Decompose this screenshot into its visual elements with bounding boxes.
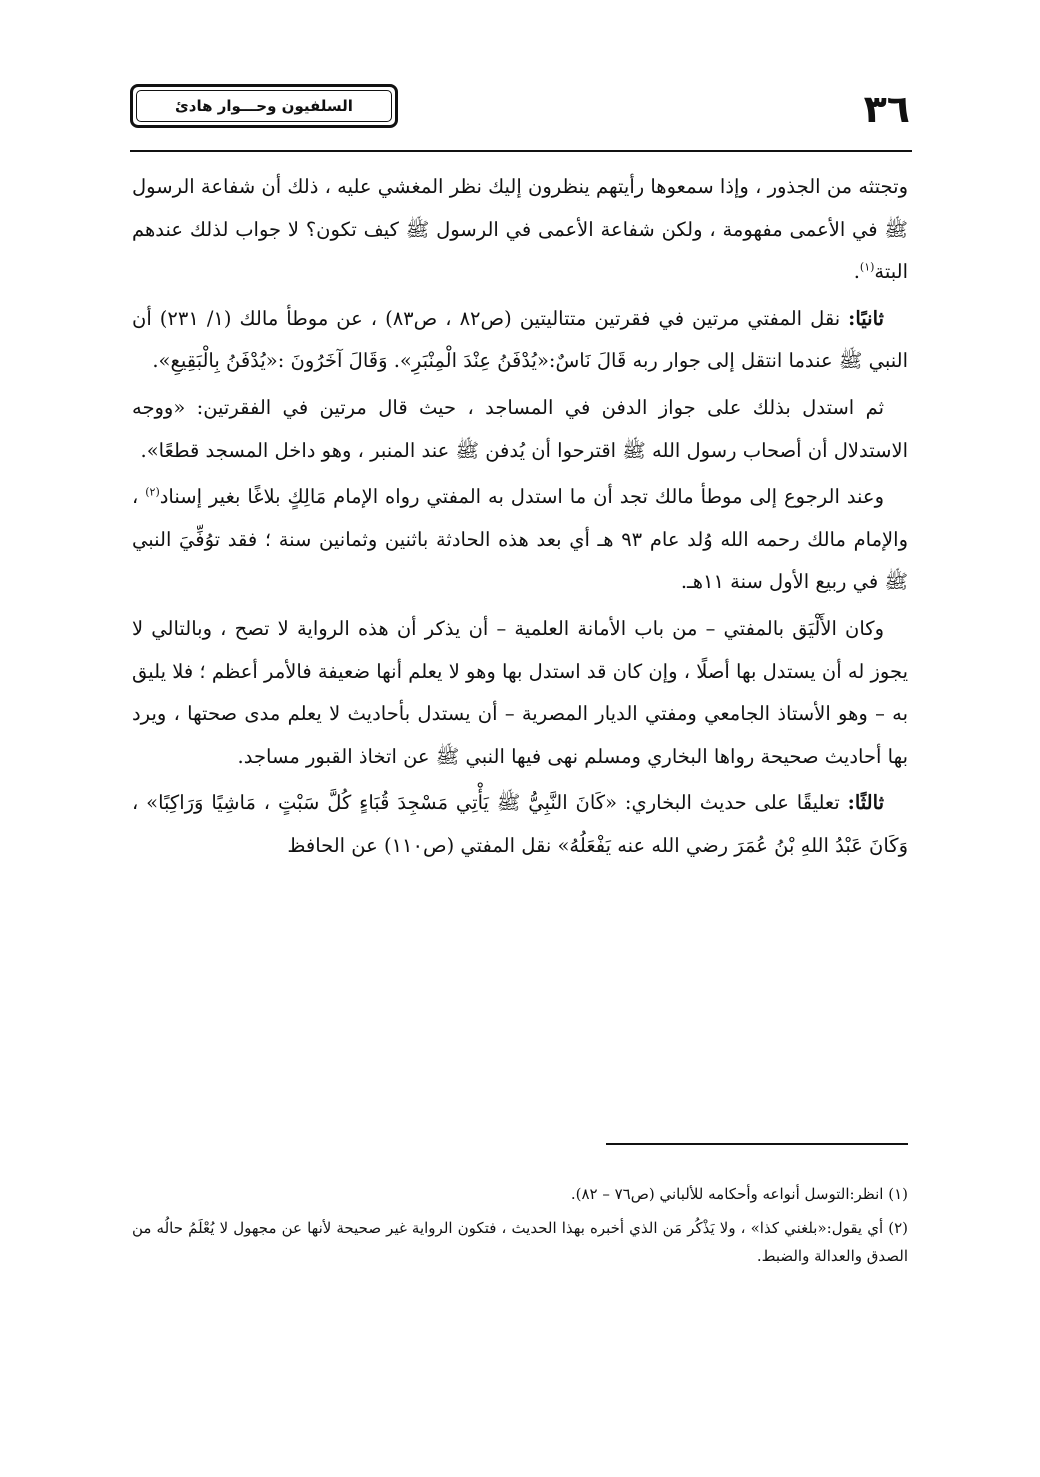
footnote-divider xyxy=(606,1143,908,1145)
main-text xyxy=(132,166,908,872)
footnotes xyxy=(132,1180,908,1276)
paragraph-2 xyxy=(132,298,908,383)
footnote-ref-1[interactable]: (١) xyxy=(859,260,875,274)
paragraph-text: تعليقًا على حديث البخاري: «كَانَ النَّبِيُّ ﷺ يَأْتِي مَسْجِدَ قُبَاءٍ كُلَّ سَبْتٍ ، مَاشِيًا وَرَاكِبًا» ، وَكَانَ عَبْدُ اللهِ بْنُ عُمَرَ رضي الله عنه يَفْعَلُهُ» نقل المفتي (ص١١٠) عن الحافظ xyxy=(132,791,908,857)
book-title-frame xyxy=(130,84,398,128)
paragraph-tail: ، والإمام مالك رحمه الله وُلد عام ٩٣ هـ أي بعد هذه الحادثة باثنين وثمانين سنة ؛ فقد توُفِّيَ النبي ﷺ في ربيع الأول سنة ١١هـ. xyxy=(132,485,908,594)
paragraph-text: وتجتثه من الجذور ، وإذا سمعوها رأيتهم ينظرون إليك نظر المغشي عليه ، ذلك أن شفاعة الرسول ﷺ في الأعمى مفهومة ، ولكن شفاعة الأعمى في الرسول ﷺ كيف تكون؟ لا جواب لذلك عندهم البتة xyxy=(132,175,908,284)
footnote-1: (١) انظر:التوسل أنواعه وأحكامه للألباني (ص٧٦ – ٨٢). xyxy=(570,1185,908,1203)
paragraph-lead: ثالثًا: xyxy=(847,791,884,815)
paragraph-text: ثم استدل بذلك على جواز الدفن في المساجد ، حيث قال مرتين في الفقرتين: «ووجه الاستدلال أن أصحاب رسول الله ﷺ اقترحوا أن يُدفن ﷺ عند المنبر ، وهو داخل المسجد قطعًا». xyxy=(132,395,908,462)
footnote-ref-2[interactable]: (٢) xyxy=(145,485,160,499)
paragraph-text: نقل المفتي مرتين في فقرتين متتاليتين (ص٨٢ ، ص٨٣) ، عن موطأ مالك (١/ ٢٣١) أن النبي ﷺ عندما انتقل إلى جوار ربه قَالَ نَاسٌ:«يُدْفَنُ عِنْدَ الْمِنْبَرِ». وَقَالَ آخَرُونَ :«يُدْفَنُ بِالْبَقِيعِ». xyxy=(132,306,908,373)
footnote-2: (٢) أي يقول:«بلغني كذا» ، ولا يَذْكُر مَن الذي أخبره بهذا الحديث ، فتكون الرواية غير صحيحة لأنها عن مجهول لا يُعْلَمُ حالُه من الصدق والعدالة والضبط. xyxy=(132,1219,908,1265)
page-number: ٣٦ xyxy=(863,87,910,131)
paragraph-text: وكان الأَلْيَق بالمفتي – من باب الأمانة العلمية – أن يذكر أن هذه الرواية لا تصح ، وبالتالي لا يجوز له أن يستدل بها أصلًا ، وإن كان قد استدل بها وهو لا يعلم أنها ضعيفة فالأمر أعظم ؛ فلا يليق به – وهو الأستاذ الجامعي ومفتي الديار المصرية – أن يستدل بأحاديث لا يعلم مدى صحتها ، ويرد بها أحاديث صحيحة رواها البخاري ومسلم نهى فيها النبي ﷺ عن اتخاذ القبور مساجد. xyxy=(132,616,908,768)
book-title: السلفيون وحـــوار هادئ xyxy=(136,90,392,122)
paragraph-tail: . xyxy=(853,260,860,284)
paragraph-3 xyxy=(132,387,908,472)
paragraph-6 xyxy=(132,782,908,867)
paragraph-4 xyxy=(132,476,908,604)
header-divider xyxy=(130,150,912,152)
paragraph-1 xyxy=(132,166,908,294)
paragraph-5 xyxy=(132,608,908,778)
page-header xyxy=(130,84,910,134)
paragraph-lead: ثانيًا: xyxy=(848,306,884,330)
paragraph-text: وعند الرجوع إلى موطأ مالك تجد أن ما استدل به المفتي رواه الإمام مَالِكٍ بلاغًا بغير إسناد xyxy=(159,485,884,509)
